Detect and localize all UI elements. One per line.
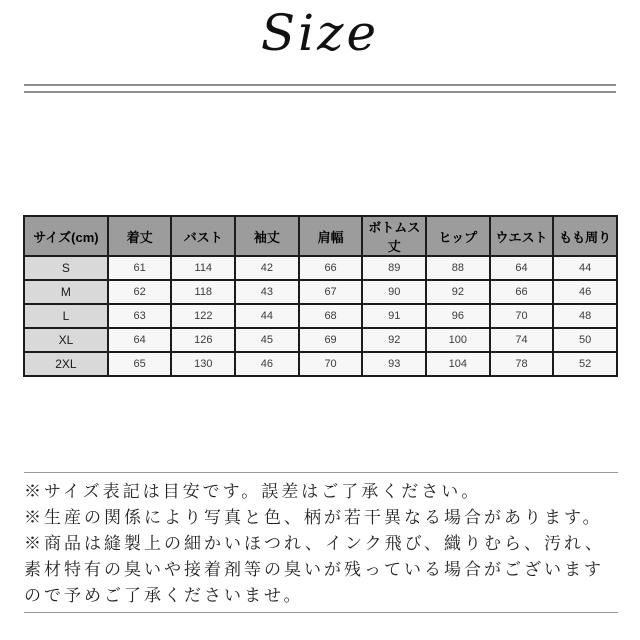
measurement-cell: 78 — [490, 352, 554, 376]
column-header: サイズ(cm) — [24, 216, 108, 256]
note-line: ※生産の関係により写真と色、柄が若干異なる場合があります。 — [24, 508, 603, 527]
column-header: 肩幅 — [299, 216, 363, 256]
measurement-cell: 45 — [235, 328, 299, 352]
measurement-cell: 69 — [299, 328, 363, 352]
column-header: 袖丈 — [235, 216, 299, 256]
measurement-cell: 46 — [235, 352, 299, 376]
measurement-cell: 64 — [490, 256, 554, 280]
measurement-cell: 66 — [490, 280, 554, 304]
measurement-cell: 62 — [108, 280, 172, 304]
column-header: ボトムス丈 — [362, 216, 426, 256]
table-row — [24, 328, 617, 352]
measurement-cell: 96 — [426, 304, 490, 328]
size-table-header-row — [24, 216, 617, 256]
measurement-cell: 63 — [108, 304, 172, 328]
measurement-cell: 70 — [299, 352, 363, 376]
size-label-cell: M — [24, 280, 108, 304]
table-row — [24, 280, 617, 304]
measurement-cell: 66 — [299, 256, 363, 280]
notes-divider-bottom — [24, 612, 618, 613]
measurement-cell: 46 — [553, 280, 617, 304]
measurement-cell: 50 — [553, 328, 617, 352]
measurement-cell: 90 — [362, 280, 426, 304]
measurement-cell: 100 — [426, 328, 490, 352]
size-label-cell: L — [24, 304, 108, 328]
measurement-cell: 67 — [299, 280, 363, 304]
measurement-cell: 64 — [108, 328, 172, 352]
notes-divider-top — [24, 472, 618, 473]
note-line: ※商品は縫製上の細かいほつれ、インク飛び、織りむら、汚れ、 — [24, 534, 606, 553]
measurement-cell: 61 — [108, 256, 172, 280]
measurement-cell: 122 — [171, 304, 235, 328]
table-row — [24, 304, 617, 328]
measurement-cell: 92 — [362, 328, 426, 352]
notes-text — [24, 479, 632, 609]
measurement-cell: 74 — [490, 328, 554, 352]
measurement-cell: 44 — [235, 304, 299, 328]
measurement-cell: 43 — [235, 280, 299, 304]
size-table — [23, 215, 618, 377]
column-header: もも周り — [553, 216, 617, 256]
note-line: 素材特有の臭いや接着剤等の臭いが残っている場合がございます — [24, 560, 604, 579]
page-title: Size — [260, 4, 380, 62]
measurement-cell: 114 — [171, 256, 235, 280]
measurement-cell: 42 — [235, 256, 299, 280]
measurement-cell: 44 — [553, 256, 617, 280]
measurement-cell: 91 — [362, 304, 426, 328]
measurement-cell: 92 — [426, 280, 490, 304]
measurement-cell: 88 — [426, 256, 490, 280]
column-header: 着丈 — [108, 216, 172, 256]
measurement-cell: 93 — [362, 352, 426, 376]
measurement-cell: 65 — [108, 352, 172, 376]
measurement-cell: 130 — [171, 352, 235, 376]
measurement-cell: 68 — [299, 304, 363, 328]
size-label-cell: XL — [24, 328, 108, 352]
column-header: バスト — [171, 216, 235, 256]
measurement-cell: 126 — [171, 328, 235, 352]
measurement-cell: 70 — [490, 304, 554, 328]
size-label-cell: S — [24, 256, 108, 280]
table-row — [24, 256, 617, 280]
size-label-cell: 2XL — [24, 352, 108, 376]
note-line: ※サイズ表記は目安です。誤差はご了承ください。 — [24, 482, 482, 501]
measurement-cell: 89 — [362, 256, 426, 280]
size-table-head — [24, 216, 617, 256]
measurement-cell: 52 — [553, 352, 617, 376]
size-table-body — [24, 256, 617, 376]
table-row — [24, 352, 617, 376]
title-divider-double-rule — [24, 84, 616, 93]
measurement-cell: 118 — [171, 280, 235, 304]
column-header: ヒップ — [426, 216, 490, 256]
measurement-cell: 104 — [426, 352, 490, 376]
measurement-cell: 48 — [553, 304, 617, 328]
column-header: ウエスト — [490, 216, 554, 256]
note-line: ので予めご了承くださいませ。 — [24, 586, 304, 605]
